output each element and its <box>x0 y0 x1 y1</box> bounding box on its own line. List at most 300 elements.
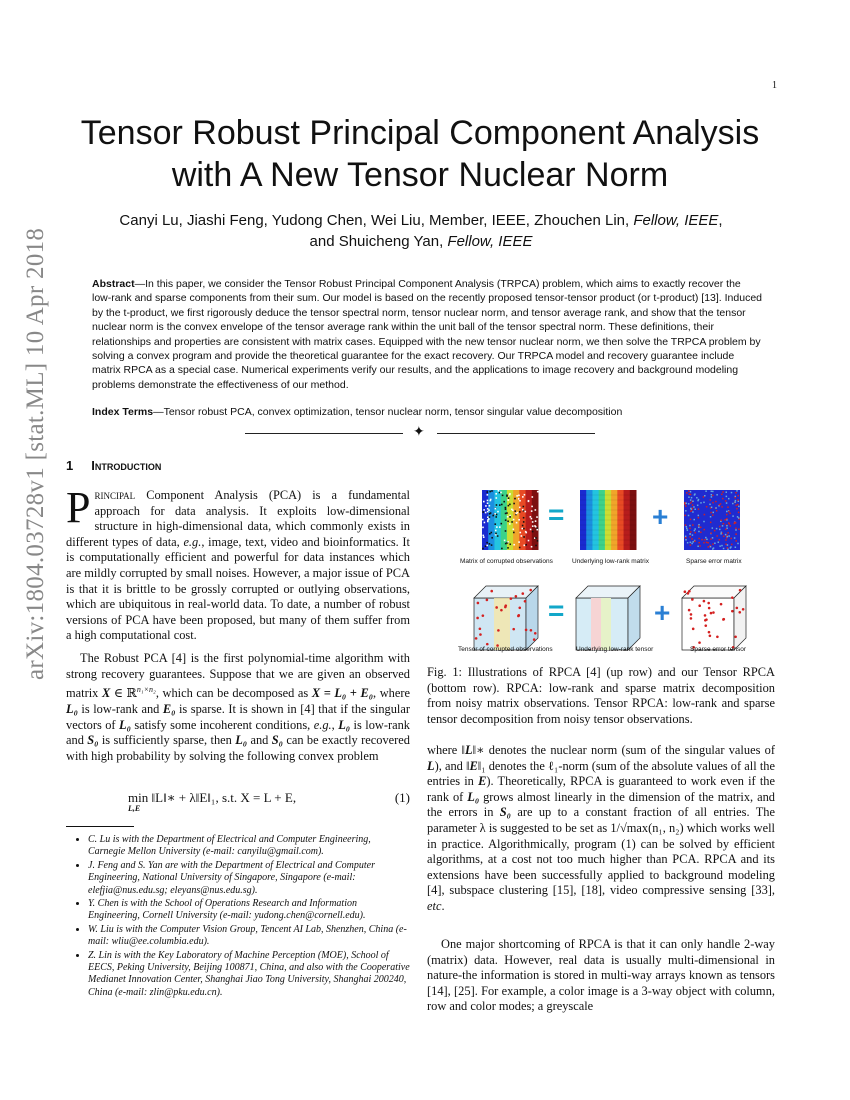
r1-d: ‖₁ denotes the ℓ₁-norm (sum of the absolute values of all the entries in <box>427 758 775 789</box>
sparse-dot <box>735 500 737 502</box>
r1-a: where ‖ <box>427 743 466 757</box>
sparse-dot <box>725 529 727 531</box>
noise-dot <box>535 520 537 522</box>
sparse-dot <box>714 542 716 544</box>
tensor-cubes <box>474 586 746 650</box>
noise-dot <box>532 496 534 498</box>
noise-dot <box>522 496 524 498</box>
noise-dot <box>513 544 515 546</box>
authors-line-2: and Shuicheng Yan, <box>309 233 448 250</box>
sparse-dot <box>694 540 696 542</box>
sparse-dot <box>712 543 714 545</box>
noise-dot <box>519 507 521 509</box>
p2-eq: X = L₀ + E₀ <box>311 686 374 701</box>
noise-dot <box>495 508 497 510</box>
sparse-dot <box>728 498 730 500</box>
p2-sup: n₁×n₂ <box>136 685 156 695</box>
noise-dot <box>536 527 538 529</box>
noise-dot <box>536 516 538 518</box>
sparse-dot <box>692 534 694 536</box>
plus-sign: + <box>654 597 671 628</box>
footnote-item: • W. Liu is with the Computer Vision Group, Tencent AI Lab, Shenzhen, China (e-mail: wliu@ee.columbia.edu). <box>88 924 410 949</box>
noise-dot <box>484 522 486 524</box>
noise-dot <box>494 523 496 525</box>
p2-k: and <box>247 733 272 748</box>
p2-L0c: L₀ <box>338 717 351 732</box>
sparse-tensor-cube <box>682 586 746 650</box>
abstract-text: —In this paper, we consider the Tensor Robust Principal Component Analysis (TRPCA) problem, which aims to exactly recover the low-rank and sparse components from their sum. Our model is based on the recently proposed tensor-tensor product (or t-product) [13]. Induced by the t-product, we first rigorously deduce the tensor spectral norm, tensor nuclear norm, and tensor average rank, and show that the tensor nuclear norm is the convex envelope of the tensor average rank within the unit ball of the tensor spectral norm. These definitions, their relationships and properties are consistent with matrix cases. Equipped with the new tensor nuclear norm, we then solve the TRPCA problem by solving a convex program and provide the theoretical guarantee for the exact recovery. Our TRPCA model and recovery guarantee include matrix RPCA as a special case. Numerical experiments verify our results, and the applications to image recovery and background modeling problems demonstrate the effectiveness of our method. <box>92 278 763 391</box>
noise-dot <box>535 509 537 511</box>
authors-line-1: Canyi Lu, Jiashi Feng, Yudong Chen, Wei Liu, Member, IEEE, Zhouchen Lin, <box>119 212 634 229</box>
noise-dot <box>487 516 489 518</box>
equation-number: (1) <box>394 790 410 805</box>
p2-f: is sparse. It is shown in [4] that if the singular vectors of <box>66 701 410 732</box>
noise-dot <box>519 500 521 502</box>
noise-dot <box>514 510 516 512</box>
sparse-dot <box>712 512 714 514</box>
sparse-dot <box>732 503 734 505</box>
noise-dot <box>497 511 499 513</box>
error-dot <box>712 611 715 614</box>
sparse-dot <box>738 528 740 530</box>
sparse-dot <box>710 512 712 514</box>
error-dot <box>708 631 711 634</box>
error-dot <box>734 635 737 638</box>
error-dot <box>529 589 532 592</box>
sparse-dot <box>687 529 689 531</box>
sparse-dot <box>690 544 692 546</box>
sparse-dot <box>690 542 692 544</box>
separator-line-right <box>437 433 595 434</box>
sparse-dot <box>716 494 718 496</box>
label-tensor-sparse: Sparse error tensor <box>690 646 746 653</box>
sparse-dot <box>737 543 739 545</box>
sparse-dot <box>726 502 728 504</box>
sparse-dot <box>738 506 740 508</box>
r1-g: are up to a constant fraction of all entries. The parameter λ is suggested to be set as 1/√max(n₁, n₂) which works well in practice. Algorithmically, program (1) can be solved by efficient algorithms, at a cost not too much higher than PCA. RPCA and its extensions have been successfully applied to background modeling [4], subspace clustering [15], [18], video compressive sensing [33], <box>427 805 776 898</box>
sparse-dot <box>704 529 706 531</box>
error-dot <box>517 614 520 617</box>
p2-S0b: S₀ <box>271 733 283 748</box>
sparse-dot <box>718 541 720 543</box>
noise-dot <box>505 530 507 532</box>
sparse-dot <box>736 490 738 492</box>
error-dot <box>704 614 707 617</box>
p2-d: , where <box>373 686 410 701</box>
r1-L2: L <box>427 758 435 773</box>
noise-dot <box>523 517 525 519</box>
error-dot <box>530 629 533 632</box>
sparse-dot <box>685 537 687 539</box>
error-dot <box>477 602 480 605</box>
noise-dot <box>491 544 493 546</box>
noise-dot <box>486 545 488 547</box>
noise-dot <box>517 512 519 514</box>
sparse-dot <box>737 504 739 506</box>
matrix-stripe <box>507 490 514 550</box>
noise-dot <box>522 525 524 527</box>
footnote-item: • C. Lu is with the Department of Electrical and Computer Engineering, Carnegie Mellon University (e-mail: canyilu@gmail.com). <box>88 834 410 859</box>
sparse-dot <box>694 493 696 495</box>
error-dot <box>504 606 507 609</box>
sparse-dot <box>685 536 687 538</box>
error-dot <box>690 613 693 616</box>
sparse-dot <box>691 497 693 499</box>
authors-comma: , <box>718 212 723 229</box>
sparse-dot <box>688 503 690 505</box>
sparse-dot <box>712 502 714 504</box>
noise-dot <box>523 536 525 538</box>
equals-sign: = <box>548 499 565 530</box>
r1-E: E <box>469 758 478 773</box>
noise-dot <box>487 500 489 502</box>
sparse-dot <box>703 496 705 498</box>
sparse-dot <box>725 539 727 541</box>
sparse-dot <box>735 528 737 530</box>
sparse-dot <box>692 508 694 510</box>
sparse-dot <box>735 492 737 494</box>
label-matrix-lowrank: Underlying low-rank matrix <box>572 558 649 565</box>
noise-dot <box>532 531 534 533</box>
noise-dot <box>490 512 492 514</box>
noise-dot <box>492 515 494 517</box>
sparse-dot <box>698 531 700 533</box>
noise-dot <box>516 522 518 524</box>
sparse-dot <box>711 496 713 498</box>
author-list <box>80 210 762 252</box>
noise-dot <box>500 523 502 525</box>
sparse-dot <box>704 539 706 541</box>
noise-dot <box>501 504 503 506</box>
noise-dot <box>521 535 523 537</box>
sparse-dot <box>698 499 700 501</box>
sparse-dot <box>712 527 714 529</box>
intro-p1-text-a: Component Analysis (PCA) is a fundamental approach for data analysis. It exploits low-dimensional structure in high-dimensional data, which commonly exists in different types of data, <box>66 488 410 549</box>
p2-b: ∈ ℝ <box>110 686 137 701</box>
sparse-dot <box>726 518 728 520</box>
noise-dot <box>518 498 520 500</box>
sparse-bg <box>684 490 740 550</box>
sparse-dot <box>707 542 709 544</box>
error-dot <box>710 612 713 615</box>
sparse-dot <box>691 543 693 545</box>
noise-dot <box>486 491 488 493</box>
sparse-dot <box>716 535 718 537</box>
sparse-dot <box>720 519 722 521</box>
matrix-stripe <box>488 490 495 550</box>
sparse-dot <box>704 495 706 497</box>
noise-dot <box>487 502 489 504</box>
label-matrix-sparse: Sparse error matrix <box>686 558 742 565</box>
index-terms-label: Index Terms <box>92 406 154 418</box>
cube-slice <box>591 598 601 650</box>
arxiv-side-stamp: arXiv:1804.03728v1 [stat.ML] 10 Apr 2018 <box>22 227 49 680</box>
noise-dot <box>507 499 509 501</box>
sparse-dot <box>722 491 724 493</box>
sparse-dot <box>690 511 692 513</box>
sparse-dot <box>727 544 729 546</box>
sparse-dot <box>725 500 727 502</box>
error-dot <box>510 597 513 600</box>
r1-h: . <box>441 898 445 913</box>
noise-dot <box>497 535 499 537</box>
sparse-dot <box>700 532 702 534</box>
cube-slice <box>494 598 510 650</box>
noise-dot <box>485 512 487 514</box>
p2-L0b: L₀ <box>119 717 131 732</box>
noise-dot <box>485 545 487 547</box>
noise-dot <box>489 533 491 535</box>
noise-dot <box>513 532 515 534</box>
noise-dot <box>483 509 485 511</box>
sparse-dot <box>692 501 694 503</box>
sparse-dot <box>736 505 738 507</box>
error-dot <box>704 624 707 627</box>
label-tensor-corrupted: Tensor of corrupted observations <box>458 646 553 653</box>
error-dot <box>497 629 500 632</box>
sparse-dot <box>685 539 687 541</box>
corrupted-matrix-image <box>482 490 539 550</box>
noise-dot <box>537 491 539 493</box>
sparse-dot <box>684 515 686 517</box>
noise-dot <box>525 511 527 513</box>
sparse-dot <box>738 517 740 519</box>
error-dot <box>707 602 710 605</box>
sparse-dot <box>694 530 696 532</box>
sparse-dot <box>710 546 712 548</box>
sparse-dot <box>689 493 691 495</box>
sparse-dot <box>692 541 694 543</box>
noise-dot <box>482 535 484 537</box>
sparse-dot <box>686 492 688 494</box>
noise-dot <box>536 529 538 531</box>
noise-dot <box>509 543 511 545</box>
noise-dot <box>525 531 527 533</box>
sparse-dot <box>730 525 732 527</box>
p2-S0: S₀ <box>87 733 99 748</box>
corrupted-tensor-cube <box>474 586 538 650</box>
noise-dot <box>508 505 510 507</box>
noise-dot <box>499 504 501 506</box>
sparse-dot <box>728 535 730 537</box>
noise-dot <box>502 495 504 497</box>
sparse-dot <box>686 526 688 528</box>
section-title: Introduction <box>91 458 162 473</box>
noise-dot <box>494 513 496 515</box>
sparse-dot <box>712 491 714 493</box>
sparse-dot <box>735 529 737 531</box>
noise-dot <box>495 533 497 535</box>
sparse-dot <box>687 542 689 544</box>
sparse-dot <box>689 528 691 530</box>
sparse-matrix-image <box>684 490 740 550</box>
sparse-dot <box>710 532 712 534</box>
sparse-dot <box>719 526 721 528</box>
error-dot <box>739 589 742 592</box>
sparse-dot <box>710 522 712 524</box>
label-tensor-lowrank: Underlying low-rank tensor <box>576 646 654 653</box>
noise-dot <box>490 499 492 501</box>
r1-b: ‖∗ denotes the nuclear norm (sum of the singular values of <box>472 743 775 757</box>
p2-eg: e.g. <box>313 717 332 732</box>
p2-j: is sufficiently sparse, then <box>98 733 236 748</box>
sparse-dot <box>715 501 717 503</box>
noise-dot <box>519 532 521 534</box>
error-dot <box>708 607 711 610</box>
noise-dot <box>482 548 484 550</box>
noise-dot <box>509 523 511 525</box>
error-dot <box>495 606 498 609</box>
sparse-dot <box>697 546 699 548</box>
sparse-dot <box>731 544 733 546</box>
sparse-dot <box>715 507 717 509</box>
sparse-dot <box>705 490 707 492</box>
sparse-dot <box>692 504 694 506</box>
sparse-dot <box>703 542 705 544</box>
noise-dot <box>528 540 530 542</box>
sparse-dot <box>722 525 724 527</box>
noise-dot <box>495 530 497 532</box>
noise-dot <box>523 506 525 508</box>
sparse-dot <box>703 502 705 504</box>
noise-dot <box>528 501 530 503</box>
noise-dot <box>495 516 497 518</box>
noise-dot <box>490 532 492 534</box>
sparse-dot <box>691 538 693 540</box>
intro-p1-text-b: , image, text, video and bioinformatics. It is computationally efficient and powerful for data instances which are mildly corrupted by small noises. However, a major issue of PCA is that it is brittle to be grossly corrupted or outlying observations, which are ubiquitous in real-world data. To date, a number of robust versions of PCA have been proposed, but many of them suffer from a high computational cost. <box>66 534 410 643</box>
noise-dot <box>496 514 498 516</box>
noise-dot <box>505 507 507 509</box>
abstract-label: Abstract <box>92 278 135 290</box>
noise-dot <box>518 495 520 497</box>
dropcap-letter: P <box>66 483 91 532</box>
lowrank-matrix-image <box>580 490 637 550</box>
sparse-dot <box>698 524 700 526</box>
intro-paragraph-1 <box>66 483 410 644</box>
sparse-dot <box>692 524 694 526</box>
sparse-dot <box>685 510 687 512</box>
noise-dot <box>499 492 501 494</box>
sparse-dot <box>735 522 737 524</box>
title-line-1: Tensor Robust Principal Component Analysis <box>80 114 760 152</box>
noise-dot <box>509 516 511 518</box>
sparse-dot <box>698 542 700 544</box>
sparse-dot <box>719 529 721 531</box>
sparse-dot <box>734 497 736 499</box>
noise-dot <box>518 519 520 521</box>
error-dot <box>533 638 536 641</box>
noise-dot <box>503 501 505 503</box>
error-dot <box>482 614 485 617</box>
error-dot <box>722 618 725 621</box>
noise-dot <box>532 521 534 523</box>
p2-g: satisfy some incoherent conditions, <box>130 717 314 732</box>
error-dot <box>720 603 723 606</box>
noise-dot <box>498 490 500 492</box>
intro-paragraph-2 <box>66 651 410 764</box>
noise-dot <box>482 511 484 513</box>
error-dot <box>476 617 479 620</box>
noise-dot <box>496 504 498 506</box>
error-dot <box>479 627 482 630</box>
sparse-dot <box>735 546 737 548</box>
equation-subscript: L,E <box>128 804 141 813</box>
footnote-item: • Y. Chen is with the School of Operations Research and Information Engineering, Cornell University (e-mail: yudong.chen@cornell.edu). <box>88 898 410 923</box>
noise-dot <box>491 490 493 492</box>
sparse-dot <box>731 492 733 494</box>
index-terms-text: —Tensor robust PCA, convex optimization, tensor nuclear norm, tensor singular value decomposition <box>153 406 623 418</box>
noise-dot <box>513 519 515 521</box>
noise-dot <box>489 505 491 507</box>
sparse-dot <box>696 497 698 499</box>
sparse-dot <box>725 519 727 521</box>
p2-c: , which can be decomposed as <box>155 686 312 701</box>
plus-sign: + <box>652 501 669 532</box>
error-dot <box>692 628 695 631</box>
sparse-dot <box>688 490 690 492</box>
noise-dot <box>531 518 533 520</box>
separator-star-icon: ✦ <box>413 425 425 440</box>
cube-slice <box>601 598 611 650</box>
error-dot <box>731 610 734 613</box>
sparse-dot <box>695 532 697 534</box>
error-dot <box>515 595 518 598</box>
p2-L0: L₀ <box>66 701 78 716</box>
noise-dot <box>505 543 507 545</box>
error-dot <box>684 590 687 593</box>
lowrank-tensor-cube <box>576 586 640 650</box>
sparse-dot <box>734 501 736 503</box>
noise-dot <box>511 521 513 523</box>
sparse-dot <box>707 546 709 548</box>
noise-dot <box>501 548 503 550</box>
error-dot <box>688 609 691 612</box>
p2-e: is low-rank and <box>77 701 163 716</box>
sparse-dot <box>710 538 712 540</box>
sparse-dot <box>725 491 727 493</box>
sparse-dot <box>688 496 690 498</box>
noise-dot <box>486 542 488 544</box>
sparse-dot <box>737 499 739 501</box>
sparse-dot <box>685 505 687 507</box>
authors-fellow-1: Fellow, IEEE <box>633 212 719 229</box>
noise-dot <box>489 516 491 518</box>
sparse-dot <box>714 530 716 532</box>
sparse-dot <box>726 525 728 527</box>
sparse-dot <box>737 495 739 497</box>
r1-etc: etc <box>427 898 442 913</box>
error-dot <box>742 608 745 611</box>
noise-dot <box>504 540 506 542</box>
section-number: 1 <box>66 458 74 473</box>
noise-dot <box>509 504 511 506</box>
sparse-dot <box>699 545 701 547</box>
noise-dot <box>487 494 489 496</box>
error-dot <box>490 590 493 593</box>
noise-dot <box>535 537 537 539</box>
r1-S0: S₀ <box>499 805 511 820</box>
noise-dot <box>534 525 536 527</box>
sparse-dot <box>732 515 734 517</box>
sparse-dot <box>727 506 729 508</box>
noise-dot <box>485 505 487 507</box>
sparse-dot <box>727 536 729 538</box>
sparse-dot <box>705 537 707 539</box>
noise-dot <box>535 545 537 547</box>
sparse-dot <box>725 543 727 545</box>
sparse-dot <box>690 491 692 493</box>
noise-dot <box>482 519 484 521</box>
